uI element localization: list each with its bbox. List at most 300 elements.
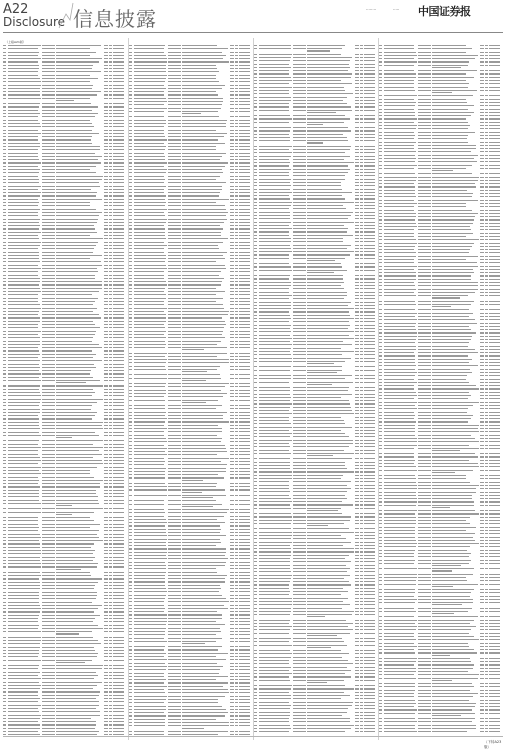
table-cell-illegible <box>129 179 132 180</box>
table-cell-illegible <box>109 357 112 358</box>
table-cell-illegible <box>113 598 124 599</box>
table-cell-illegible <box>109 337 112 338</box>
table-cell-illegible <box>56 611 94 612</box>
table-cell-illegible <box>134 545 166 546</box>
table-cell-illegible <box>235 474 238 475</box>
table-cell-illegible <box>239 126 250 127</box>
table-cell-illegible <box>360 212 363 213</box>
table-cell-illegible <box>129 359 132 360</box>
table-cell-illegible <box>3 126 6 127</box>
table-cell-illegible <box>182 98 223 99</box>
table-cell-illegible <box>3 252 6 253</box>
table-cell-illegible <box>129 347 132 348</box>
table-cell-illegible <box>355 680 359 681</box>
table-cell-illegible <box>3 225 6 226</box>
table-cell-illegible <box>56 643 101 644</box>
table-cell-illegible <box>3 640 6 641</box>
table-cell-illegible <box>182 504 222 505</box>
table-cell-illegible <box>259 354 291 355</box>
table-cell-illegible <box>129 555 132 556</box>
table-cell-illegible <box>42 364 55 365</box>
table-cell-illegible <box>109 534 112 535</box>
table-cell-illegible <box>364 561 375 562</box>
table-cell-illegible <box>360 575 363 576</box>
table-cell-illegible <box>360 715 363 716</box>
table-cell-illegible <box>254 335 257 336</box>
table-cell-illegible <box>293 156 306 157</box>
table-cell-illegible <box>8 166 38 167</box>
table-cell-illegible <box>182 337 225 338</box>
table-cell-illegible <box>113 553 124 554</box>
table-cell-illegible <box>129 281 132 282</box>
table-cell-illegible <box>230 311 234 312</box>
table-cell-illegible <box>360 478 363 479</box>
table-cell-illegible <box>129 542 132 543</box>
table-cell-illegible <box>235 288 238 289</box>
table-cell-illegible <box>134 611 164 612</box>
table-cell-illegible <box>56 618 95 619</box>
table-cell-illegible <box>239 699 250 700</box>
table-cell-illegible <box>307 361 345 362</box>
table-cell-illegible <box>3 728 6 729</box>
table-cell-illegible <box>134 448 167 449</box>
table-cell-illegible <box>230 565 234 566</box>
table-cell-illegible <box>134 614 167 615</box>
table-cell-illegible <box>254 558 257 559</box>
table-cell-illegible <box>134 123 166 124</box>
table-cell-illegible <box>254 440 257 441</box>
table-cell-illegible <box>259 728 291 729</box>
table-cell-illegible <box>360 620 363 621</box>
table-cell-illegible <box>182 215 226 216</box>
table-cell-illegible <box>56 588 94 589</box>
table-cell-illegible <box>8 265 38 266</box>
table-cell-illegible <box>293 130 306 131</box>
table-cell-illegible <box>8 308 41 309</box>
table-cell-illegible <box>42 432 55 433</box>
table-cell-illegible <box>355 708 359 709</box>
table-cell-illegible <box>109 65 112 66</box>
table-cell-illegible <box>3 364 6 365</box>
table-cell-illegible <box>42 395 55 396</box>
table-cell-illegible <box>113 360 124 361</box>
table-cell-illegible <box>254 370 257 371</box>
table-cell-illegible <box>42 701 55 702</box>
table-cell-illegible <box>230 601 234 602</box>
table-cell-illegible <box>56 189 91 190</box>
table-cell-illegible <box>360 169 363 170</box>
table-cell-illegible <box>364 134 375 135</box>
table-cell-illegible <box>364 413 375 414</box>
table-cell-illegible <box>134 353 167 354</box>
table-cell-illegible <box>360 77 363 78</box>
table-cell-illegible <box>8 360 40 361</box>
table-cell-illegible <box>182 378 221 379</box>
table-cell-illegible <box>3 418 6 419</box>
table-cell-illegible <box>239 189 250 190</box>
table-cell-illegible <box>259 192 292 193</box>
table-cell-illegible <box>3 113 6 114</box>
table-cell-illegible <box>3 71 6 72</box>
table-cell-illegible <box>134 242 164 243</box>
table-cell-illegible <box>355 721 359 722</box>
table-cell-illegible <box>230 331 234 332</box>
table-cell-illegible <box>182 451 227 452</box>
table-cell-illegible <box>129 169 132 170</box>
table-cell-illegible <box>360 705 363 706</box>
table-cell-illegible <box>360 235 363 236</box>
table-cell-illegible <box>56 428 103 429</box>
table-cell-illegible <box>134 552 167 553</box>
table-cell-illegible <box>56 291 99 292</box>
table-cell-illegible <box>3 665 6 666</box>
table-cell-illegible <box>230 588 234 589</box>
table-cell-illegible <box>3 235 6 236</box>
table-cell-illegible <box>307 302 351 303</box>
table-cell-illegible <box>168 712 181 713</box>
table-cell-illegible <box>134 692 165 693</box>
table-cell-illegible <box>129 202 132 203</box>
table-cell-illegible <box>8 45 41 46</box>
table-cell-illegible <box>364 258 375 259</box>
table-cell-illegible <box>259 491 290 492</box>
table-cell-illegible <box>8 215 38 216</box>
table-cell-illegible <box>355 420 359 421</box>
table-cell-illegible <box>355 653 359 654</box>
table-cell-illegible <box>259 235 289 236</box>
table-cell-illegible <box>56 524 100 525</box>
table-cell-illegible <box>129 205 132 206</box>
table-cell-illegible <box>293 629 306 630</box>
table-cell-illegible <box>355 430 359 431</box>
table-cell-illegible <box>254 611 257 612</box>
table-cell-illegible <box>129 331 132 332</box>
table-cell-illegible <box>230 238 234 239</box>
table-cell-illegible <box>360 458 363 459</box>
table-cell-illegible <box>113 373 124 374</box>
table-cell-illegible <box>113 317 124 318</box>
table-cell-illegible <box>360 695 363 696</box>
table-cell-illegible <box>355 443 359 444</box>
table-cell-illegible <box>109 672 112 673</box>
table-cell-illegible <box>235 471 238 472</box>
table-cell-illegible <box>259 325 291 326</box>
table-cell-illegible <box>254 48 257 49</box>
table-cell-illegible <box>259 623 289 624</box>
table-cell-illegible <box>239 123 250 124</box>
table-cell-illegible <box>182 113 201 114</box>
table-cell-illegible <box>235 669 238 670</box>
table-cell-illegible <box>134 699 166 700</box>
table-cell-illegible <box>235 565 238 566</box>
table-cell-illegible <box>235 334 238 335</box>
table-cell-illegible <box>293 458 306 459</box>
table-cell-illegible <box>355 77 359 78</box>
table-cell-illegible <box>104 392 108 393</box>
table-cell-illegible <box>364 308 375 309</box>
table-cell-illegible <box>182 88 222 89</box>
table-cell-illegible <box>129 504 132 505</box>
table-cell-illegible <box>307 245 351 246</box>
table-cell-illegible <box>307 195 342 196</box>
table-cell-illegible <box>104 91 108 92</box>
table-cell-illegible <box>259 361 292 362</box>
table-cell-illegible <box>182 284 221 285</box>
table-cell-illegible <box>239 386 250 387</box>
table-cell-illegible <box>364 436 375 437</box>
table-cell-illegible <box>239 614 250 615</box>
table-cell-illegible <box>259 205 291 206</box>
table-cell-illegible <box>56 61 99 62</box>
table-cell-illegible <box>230 390 234 391</box>
table-cell-illegible <box>134 209 167 210</box>
table-cell-illegible <box>42 252 55 253</box>
table-cell-illegible <box>8 457 40 458</box>
table-cell-illegible <box>104 457 108 458</box>
table-cell-illegible <box>168 219 181 220</box>
table-cell-illegible <box>360 638 363 639</box>
table-cell-illegible <box>56 682 102 683</box>
table-cell-illegible <box>360 545 363 546</box>
table-cell-illegible <box>113 291 124 292</box>
table-cell-illegible <box>364 305 375 306</box>
table-cell-illegible <box>259 366 291 367</box>
table-cell-illegible <box>384 55 417 56</box>
table-cell-illegible <box>56 344 99 345</box>
table-cell-illegible <box>235 275 238 276</box>
table-cell-illegible <box>230 362 234 363</box>
table-cell-illegible <box>113 447 124 448</box>
table-cell-illegible <box>360 488 363 489</box>
table-cell-illegible <box>109 695 112 696</box>
table-cell-illegible <box>259 663 289 664</box>
table-cell-illegible <box>293 446 306 447</box>
table-cell-illegible <box>109 98 112 99</box>
table-cell-illegible <box>360 146 363 147</box>
table-cell-illegible <box>134 679 166 680</box>
table-cell-illegible <box>355 400 359 401</box>
table-cell-illegible <box>293 48 306 49</box>
table-cell-illegible <box>235 85 238 86</box>
table-cell-illegible <box>104 395 108 396</box>
table-cell-illegible <box>259 680 290 681</box>
table-cell-illegible <box>239 696 250 697</box>
table-cell-illegible <box>8 650 39 651</box>
table-cell-illegible <box>168 61 181 62</box>
table-cell-illegible <box>8 572 40 573</box>
table-cell-illegible <box>182 182 226 183</box>
table-cell-illegible <box>307 663 353 664</box>
table-cell-illegible <box>239 68 250 69</box>
table-cell-illegible <box>113 389 124 390</box>
table-cell-illegible <box>254 222 257 223</box>
table-cell-illegible <box>113 698 124 699</box>
table-cell-illegible <box>239 588 250 589</box>
table-cell-illegible <box>235 111 238 112</box>
table-cell-illegible <box>364 685 375 686</box>
table-cell-illegible <box>254 608 257 609</box>
table-cell-illegible <box>293 623 306 624</box>
table-cell-illegible <box>254 315 257 316</box>
table-cell-illegible <box>3 255 6 256</box>
table-cell-illegible <box>259 608 291 609</box>
table-cell-illegible <box>293 285 306 286</box>
table-cell-illegible <box>42 428 55 429</box>
table-cell-illegible <box>307 465 345 466</box>
table-cell-illegible <box>230 55 234 56</box>
table-cell-illegible <box>360 251 363 252</box>
table-cell-illegible <box>360 344 363 345</box>
table-cell-illegible <box>42 88 55 89</box>
table-cell-illegible <box>235 519 238 520</box>
table-cell-illegible <box>360 338 363 339</box>
table-cell-illegible <box>360 215 363 216</box>
table-cell-illegible <box>307 611 354 612</box>
table-cell-illegible <box>254 453 257 454</box>
table-cell-illegible <box>307 162 354 163</box>
table-cell-illegible <box>360 318 363 319</box>
table-cell-illegible <box>254 504 257 505</box>
table-cell-illegible <box>360 614 363 615</box>
table-cell-illegible <box>307 54 341 55</box>
table-cell-illegible <box>104 578 108 579</box>
table-cell-illegible <box>239 393 250 394</box>
table-cell-illegible <box>230 474 234 475</box>
table-cell-illegible <box>259 548 291 549</box>
table-cell-illegible <box>239 291 250 292</box>
table-cell-illegible <box>134 116 164 117</box>
table-cell-illegible <box>239 186 250 187</box>
table-cell-illegible <box>259 513 291 514</box>
table-cell-illegible <box>364 680 375 681</box>
table-cell-illegible <box>259 498 291 499</box>
table-cell-illegible <box>3 537 6 538</box>
table-cell-illegible <box>113 169 124 170</box>
table-cell-illegible <box>109 621 112 622</box>
table-cell-illegible <box>113 470 124 471</box>
table-cell-illegible <box>113 496 124 497</box>
table-cell-illegible <box>235 156 238 157</box>
section-name-english: Disclosure <box>3 15 66 29</box>
table-cell-illegible <box>235 65 238 66</box>
table-cell-illegible <box>134 512 165 513</box>
table-cell-illegible <box>42 370 55 371</box>
header-rule <box>3 32 503 33</box>
table-cell-illegible <box>168 545 181 546</box>
table-cell-illegible <box>355 275 359 276</box>
table-cell-illegible <box>168 327 181 328</box>
table-cell-illegible <box>360 270 363 271</box>
table-cell-illegible <box>355 208 359 209</box>
table-cell-illegible <box>239 261 250 262</box>
table-cell-illegible <box>254 263 257 264</box>
table-cell-illegible <box>113 537 124 538</box>
table-cell-illegible <box>239 706 250 707</box>
table-cell-illegible <box>254 57 257 58</box>
table-cell-illegible <box>134 252 164 253</box>
table-cell-illegible <box>379 61 382 62</box>
table-cell-illegible <box>56 179 102 180</box>
table-cell-illegible <box>259 591 290 592</box>
table-cell-illegible <box>113 660 124 661</box>
table-cell-illegible <box>8 395 41 396</box>
table-cell-illegible <box>293 222 306 223</box>
table-cell-illegible <box>104 321 108 322</box>
table-cell-illegible <box>3 547 6 548</box>
table-cell-illegible <box>129 48 132 49</box>
table-cell-illegible <box>113 71 124 72</box>
table-cell-illegible <box>168 222 181 223</box>
table-cell-illegible <box>364 115 375 116</box>
table-cell-illegible <box>235 136 238 137</box>
table-cell-illegible <box>168 666 181 667</box>
table-cell-illegible <box>113 149 124 150</box>
table-cell-illegible <box>56 324 95 325</box>
table-cell-illegible <box>307 455 333 456</box>
table-cell-illegible <box>113 321 124 322</box>
table-cell-illegible <box>3 527 6 528</box>
table-cell-illegible <box>3 450 6 451</box>
table-cell-illegible <box>239 258 250 259</box>
table-cell-illegible <box>293 468 306 469</box>
table-cell-illegible <box>182 666 223 667</box>
table-cell-illegible <box>42 463 55 464</box>
table-cell-illegible <box>293 685 306 686</box>
table-cell-illegible <box>364 172 375 173</box>
table-cell-illegible <box>254 417 257 418</box>
table-cell-illegible <box>129 702 132 703</box>
table-cell-illegible <box>307 103 347 104</box>
table-cell-illegible <box>3 301 6 302</box>
table-cell-illegible <box>42 566 55 567</box>
table-cell-illegible <box>56 563 98 564</box>
table-cell-illegible <box>182 659 226 660</box>
table-cell-illegible <box>109 176 112 177</box>
table-cell-illegible <box>364 641 375 642</box>
table-cell-illegible <box>56 540 103 541</box>
table-cell-illegible <box>307 545 343 546</box>
table-cell-illegible <box>355 348 359 349</box>
table-cell-illegible <box>254 667 257 668</box>
table-cell-illegible <box>113 75 124 76</box>
table-cell-illegible <box>239 702 250 703</box>
table-cell-illegible <box>113 402 124 403</box>
table-cell-illegible <box>432 77 474 78</box>
table-cell-illegible <box>293 725 306 726</box>
table-cell-illegible <box>3 48 6 49</box>
table-cell-illegible <box>293 491 306 492</box>
table-cell-illegible <box>168 474 181 475</box>
table-cell-illegible <box>104 493 108 494</box>
table-cell-illegible <box>480 55 484 56</box>
table-cell-illegible <box>3 650 6 651</box>
table-cell-illegible <box>485 55 488 56</box>
table-cell-illegible <box>239 176 250 177</box>
table-cell-illegible <box>8 585 40 586</box>
table-cell-illegible <box>360 542 363 543</box>
table-cell-illegible <box>109 395 112 396</box>
table-cell-illegible <box>364 692 375 693</box>
table-cell-illegible <box>239 539 250 540</box>
table-cell-illegible <box>56 668 102 669</box>
table-cell-illegible <box>364 130 375 131</box>
table-cell-illegible <box>293 501 306 502</box>
table-cell-illegible <box>129 686 132 687</box>
table-cell-illegible <box>134 669 166 670</box>
table-cell-illegible <box>104 483 108 484</box>
table-cell-illegible <box>129 146 132 147</box>
table-cell-illegible <box>8 245 40 246</box>
